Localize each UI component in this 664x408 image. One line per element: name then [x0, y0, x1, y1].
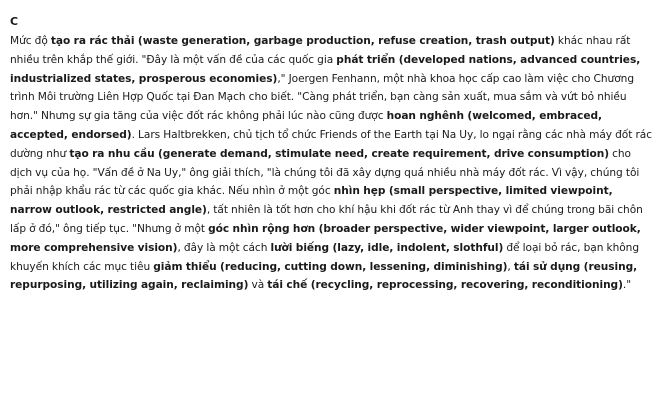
paragraph-text: cho dịch vụ của họ. "Vấn đề ở Na Uy," ông giải thích, "là chúng tôi đã xây dựng quá nhiều nhà máy đốt rác. Vì vậy, chúng tôi phải nhập khẩu rác từ các quốc gia khác. Nếu nhìn ở một góc	[10, 147, 640, 198]
vocabulary-highlight: phát triển (developed nations, advanced countries, industrialized states, prosperous economies)	[10, 53, 641, 85]
paragraph-text: ,	[507, 260, 514, 273]
article-paragraph	[10, 32, 654, 295]
vocabulary-highlight: tạo ra rác thải (waste generation, garbage production, refuse creation, trash output)	[50, 35, 555, 47]
vocabulary-highlight: tái chế (recycling, reprocessing, recovering, reconditioning)	[267, 279, 623, 292]
vocabulary-highlight: nhìn hẹp (small perspective, limited viewpoint, narrow outlook, restricted angle)	[10, 185, 613, 217]
paragraph-text: khác nhau rất nhiều trên khắp thế giới. "Đây là một vấn đề của các quốc gia	[10, 35, 631, 66]
paragraph-text: để loại bỏ rác, bạn không khuyến khích các mục tiêu	[10, 241, 640, 273]
vocabulary-highlight: hoan nghênh (welcomed, embraced, accepted, endorsed)	[10, 110, 602, 141]
paragraph-text: ."	[622, 279, 632, 292]
vocabulary-highlight: giảm thiểu (reducing, cutting down, lessening, diminishing)	[153, 260, 508, 273]
paragraph-text: và	[248, 279, 268, 292]
paragraph-text: Mức độ	[10, 35, 51, 47]
paragraph-text: ," Joergen Fenhann, một nhà khoa học cấp cao làm việc cho Chương trình Môi trường Liên Hợp Quốc tại Đan Mạch cho biết. "Càng phát triển, bạn càng sản xuất, mua sắm và vứt bỏ nhiều hơn." Nhưng sự gia tăng của việc đốt rác không phải lúc nào cũng được	[10, 72, 634, 123]
paragraph-text: , tất nhiên là tốt hơn cho khí hậu khi đốt rác từ Anh thay vì để chúng trong bãi chôn lấp ở đó," ông tiếp tục. "Nhưng ở một	[10, 204, 643, 235]
vocabulary-highlight: tạo ra nhu cầu (generate demand, stimulate need, create requirement, drive consumption)	[69, 147, 609, 160]
section-label: C	[10, 15, 19, 28]
paragraph-text: , đây là một cách	[177, 241, 271, 254]
vocabulary-highlight: tái sử dụng (reusing, repurposing, utilizing again, reclaiming)	[10, 260, 638, 292]
paragraph-text: . Lars Haltbrekken, chủ tịch tổ chức Friends of the Earth tại Na Uy, lo ngại rằng các nhà máy đốt rác dường như	[10, 128, 652, 160]
vocabulary-highlight: góc nhìn rộng hơn (broader perspective, wider viewpoint, larger outlook, more comprehensive vision)	[10, 222, 641, 254]
vocabulary-highlight: lười biếng (lazy, idle, indolent, slothful)	[270, 241, 504, 254]
